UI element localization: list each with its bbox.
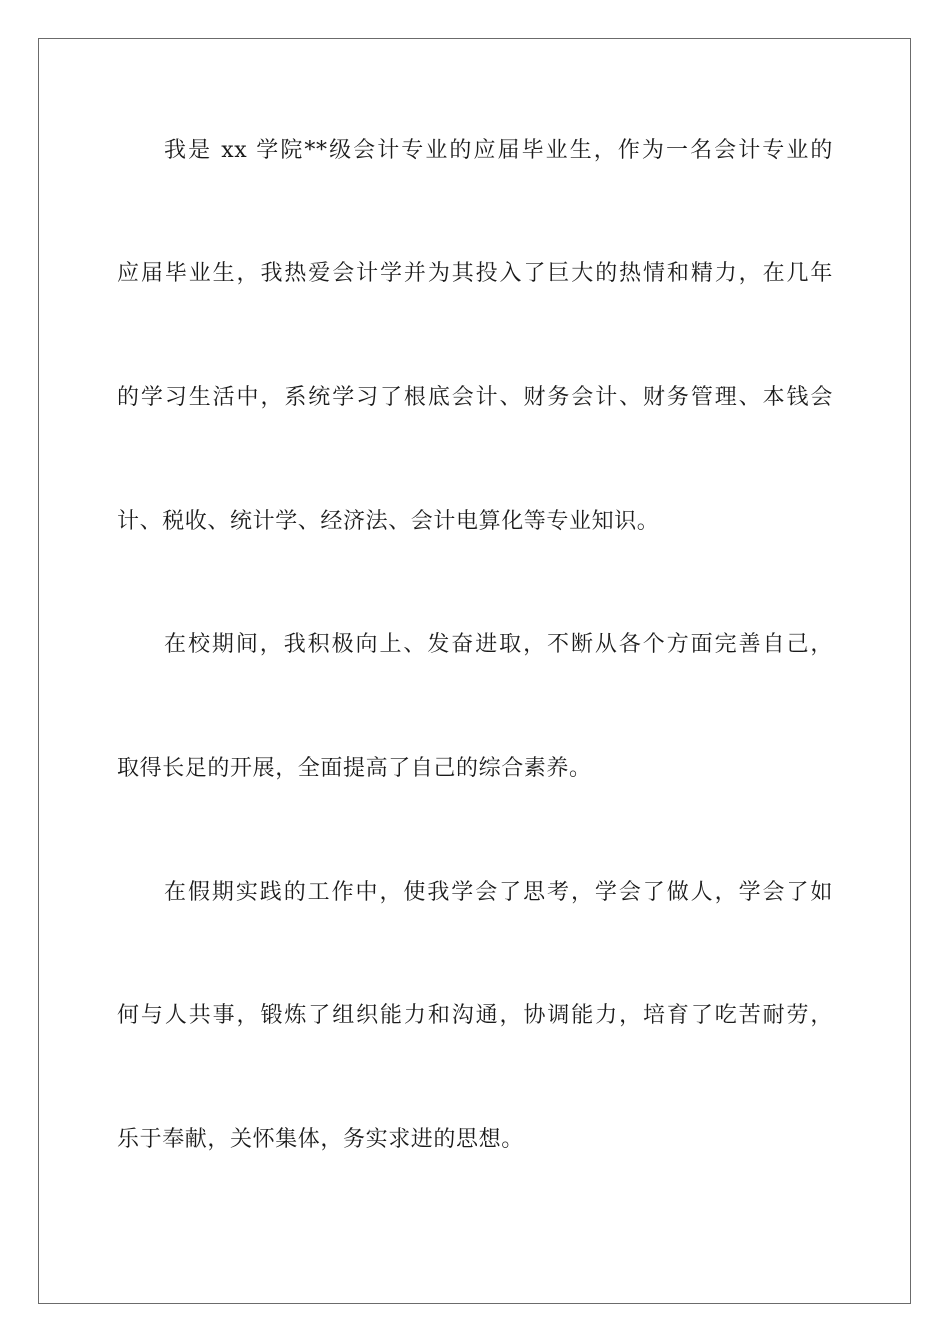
paragraph-1-line-2: 应届毕业生，我热爱会计学并为其投入了巨大的热情和精力，在几年 [117,261,833,286]
paragraph-2-line-1: 在校期间，我积极向上、发奋进取，不断从各个方面完善自己， [164,632,833,657]
paragraph-3-line-1: 在假期实践的工作中，使我学会了思考，学会了做人，学会了如 [164,880,833,905]
paragraph-2-line-2: 取得长足的开展，全面提高了自己的综合素养。 [117,756,592,781]
paragraph-3-line-3: 乐于奉献，关怀集体，务实求进的思想。 [117,1127,524,1152]
paragraph-1-line-3: 的学习生活中，系统学习了根底会计、财务会计、财务管理、本钱会 [117,385,833,410]
paragraph-1-line-4: 计、税收、统计学、经济法、会计电算化等专业知识。 [117,509,660,534]
paragraph-1-line-1: 我是 xx 学院**级会计专业的应届毕业生，作为一名会计专业的 [164,138,833,163]
page-border [38,38,911,1304]
paragraph-3-line-2: 何与人共事，锻炼了组织能力和沟通，协调能力，培育了吃苦耐劳， [117,1003,833,1028]
